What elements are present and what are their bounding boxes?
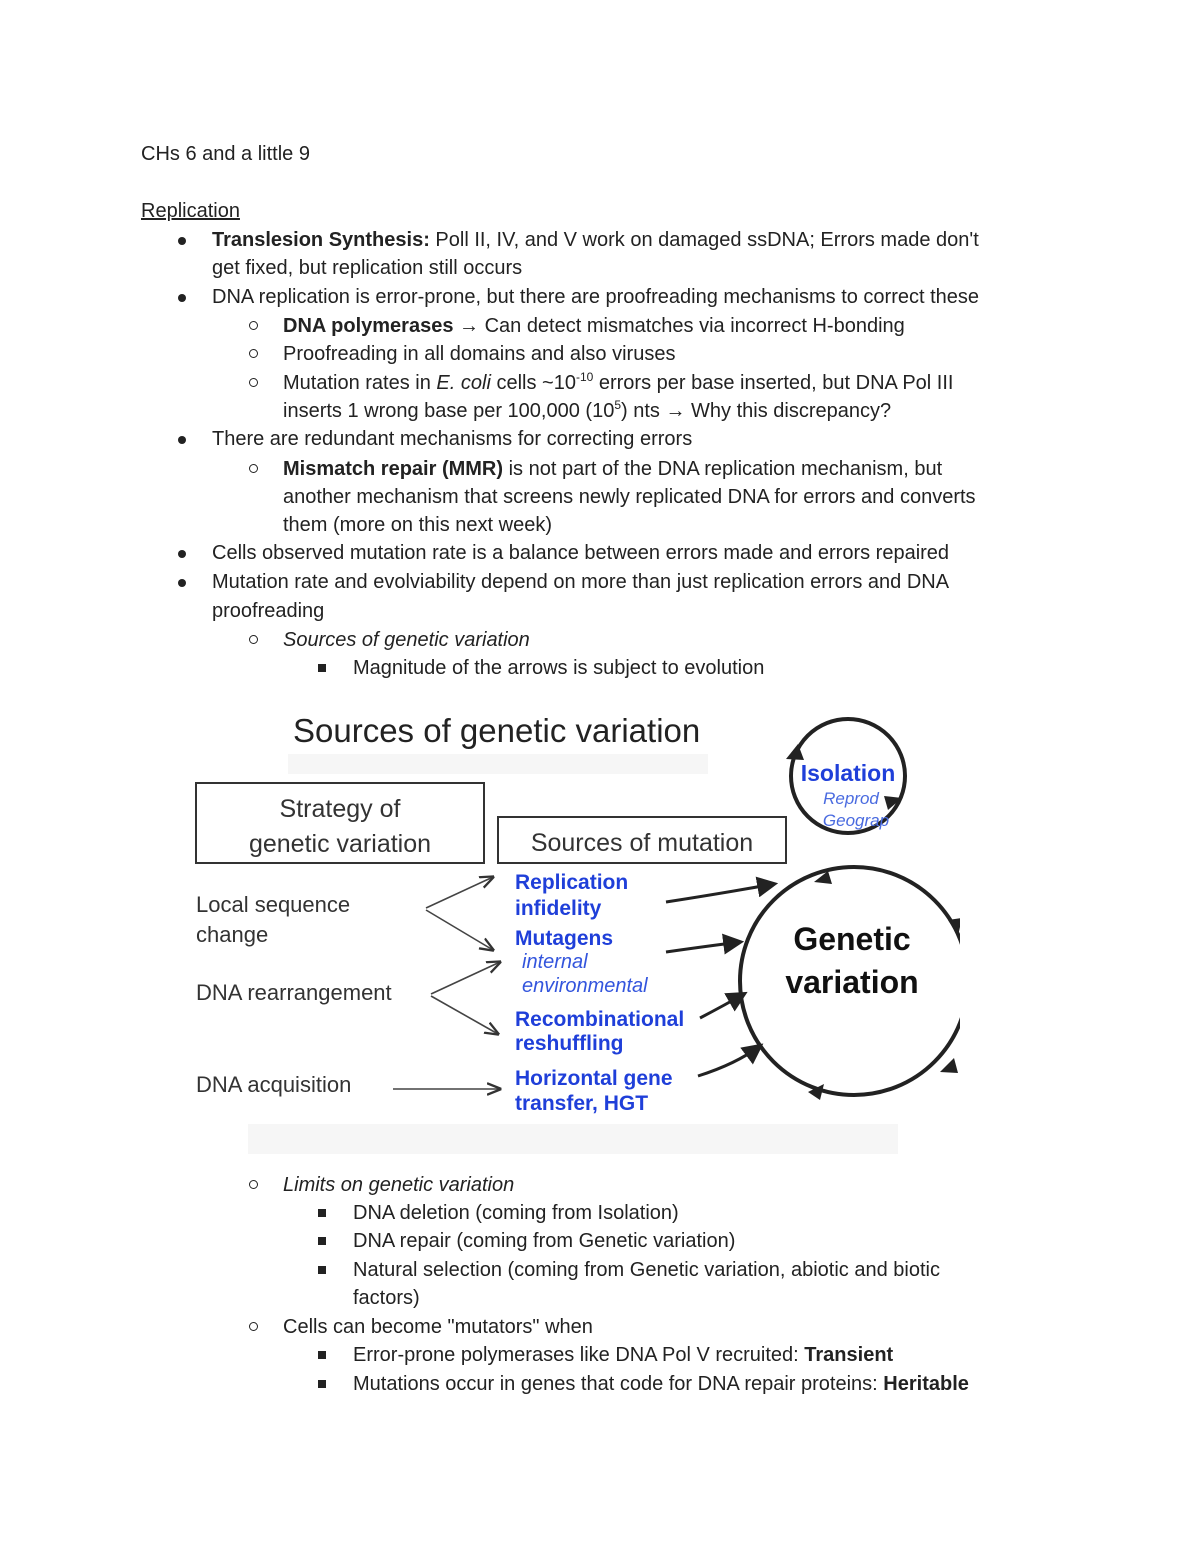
bullet-evolvability: Mutation rate and evolviability depend on more than just replication errors and DNA xyxy=(212,571,950,593)
bullet-translesion-cont: get fixed, but replication still occurs xyxy=(212,257,523,279)
sub-bullet-circle xyxy=(249,1322,258,1331)
exponent: -10 xyxy=(575,370,594,384)
sub-mismatch-repair-cont: them (more on this next week) xyxy=(283,514,552,536)
sub-sub-transient xyxy=(353,1341,893,1370)
sub-bullet-circle xyxy=(249,349,258,358)
text-span: Error-prone polymerases like DNA Pol V recruited: xyxy=(353,1344,805,1366)
text-span: is not part of the DNA replication mechanism, but xyxy=(503,458,943,480)
sub-sub-selection-cont: factors) xyxy=(353,1287,420,1309)
sub-sub-repair: DNA repair (coming from Genetic variation) xyxy=(353,1230,736,1252)
strategy-box-line1: Strategy of xyxy=(279,795,401,823)
source-internal: internal xyxy=(522,951,588,973)
label-local-change: change xyxy=(196,922,269,947)
sub-sub-heritable xyxy=(353,1370,969,1399)
source-environmental: environmental xyxy=(522,975,648,997)
sub-sub-bullet-square xyxy=(318,1209,326,1217)
label-dna-rearrangement: DNA rearrangement xyxy=(196,980,392,1005)
isolation-geograp: Geograp xyxy=(822,811,890,830)
source-replication: Replication xyxy=(515,871,629,894)
text-span: cells ~10 xyxy=(490,372,576,394)
circle-arrowhead xyxy=(948,918,960,936)
branch-arrows xyxy=(393,877,500,1089)
source-recombinational: Recombinational xyxy=(515,1008,685,1031)
bullet-error-prone: DNA replication is error-prone, but there are proofreading mechanisms to correct these xyxy=(212,286,980,308)
arrow-rearr-to-recomb xyxy=(431,996,498,1034)
bullet-dot xyxy=(178,294,186,302)
sub-sub-magnitude: Magnitude of the arrows is subject to evolution xyxy=(353,657,765,679)
sub-bullet-circle xyxy=(249,464,258,473)
figure-title: Sources of genetic variation xyxy=(293,712,701,749)
sub-bullet-circle xyxy=(249,1180,258,1189)
bullet-dot xyxy=(178,237,186,245)
bullet-translesion xyxy=(212,226,979,255)
bullet-balance: Cells observed mutation rate is a balance between errors made and errors repaired xyxy=(212,542,950,564)
sub-sub-selection: Natural selection (coming from Genetic variation, abiotic and biotic xyxy=(353,1259,940,1281)
text-span: errors per base inserted, but DNA Pol III xyxy=(593,372,954,394)
text-span: ) nts → Why this discrepancy? xyxy=(621,400,892,422)
arrow-hgt-in xyxy=(698,1046,760,1076)
genetic-variation-figure xyxy=(188,684,960,1164)
sub-sub-bullet-square xyxy=(318,1380,326,1388)
sub-sub-deletion: DNA deletion (coming from Isolation) xyxy=(353,1202,679,1224)
label-local-sequence: Local sequence xyxy=(196,892,351,917)
bullet-evolvability-cont: proofreading xyxy=(212,600,325,622)
sub-dna-polymerases xyxy=(283,312,905,341)
sub-sub-bullet-square xyxy=(318,1237,326,1245)
isolation-title: Isolation xyxy=(800,760,896,786)
text-span: Poll II, IV, and V work on damaged ssDNA; Errors made don't xyxy=(429,229,979,251)
bold-term: Heritable xyxy=(883,1373,969,1395)
genetic-label: Genetic xyxy=(793,921,911,957)
mutation-box-label: Sources of mutation xyxy=(530,829,754,857)
source-reshuffling: reshuffling xyxy=(515,1032,624,1055)
sub-sub-bullet-square xyxy=(318,1266,326,1274)
arrow-mutagens-in xyxy=(666,942,740,952)
arrow-recomb-in xyxy=(700,994,744,1018)
bold-term: DNA polymerases xyxy=(283,315,454,337)
sub-mutators: Cells can become "mutators" when xyxy=(283,1316,593,1338)
source-horizontal-gene: Horizontal gene xyxy=(515,1067,673,1090)
sub-mutation-rates-cont xyxy=(283,397,891,426)
mutagen-subtypes xyxy=(522,951,648,997)
arrow-local-to-mutagens xyxy=(426,910,493,950)
sub-bullet-circle xyxy=(249,321,258,330)
bold-term: Mismatch repair (MMR) xyxy=(283,458,504,480)
text-span: inserts 1 wrong base per 100,000 (10 xyxy=(283,400,615,422)
figure-svg xyxy=(188,684,960,1164)
source-hgt: transfer, HGT xyxy=(515,1092,649,1115)
strategy-box-line2: genetic variation xyxy=(248,830,432,858)
sub-mismatch-repair xyxy=(283,455,942,484)
sub-sub-bullet-square xyxy=(318,664,326,672)
text-span: Mutations occur in genes that code for DNA repair proteins: xyxy=(353,1373,884,1395)
sub-sources: Sources of genetic variation xyxy=(283,629,530,651)
sub-bullet-circle xyxy=(249,635,258,644)
arrow-replication-in xyxy=(666,884,774,902)
source-infidelity: infidelity xyxy=(515,897,602,920)
sub-sub-bullet-square xyxy=(318,1351,326,1359)
sub-limits: Limits on genetic variation xyxy=(283,1174,515,1196)
bullet-dot xyxy=(178,436,186,444)
bullet-redundant: There are redundant mechanisms for correcting errors xyxy=(212,428,693,450)
arrow-rearr-to-mutagens xyxy=(431,962,500,994)
sub-mutation-rates xyxy=(283,369,953,398)
source-mutagens: Mutagens xyxy=(515,927,614,950)
isolation-reprod: Reprod xyxy=(823,789,879,808)
section-heading: Replication xyxy=(141,200,240,222)
bold-term: Translesion Synthesis: xyxy=(212,229,430,251)
sub-proofreading: Proofreading in all domains and also viruses xyxy=(283,343,676,365)
inflow-arrows xyxy=(666,884,774,1076)
exponent: 5 xyxy=(614,398,622,412)
bullet-dot xyxy=(178,550,186,558)
label-dna-acquisition: DNA acquisition xyxy=(196,1072,352,1097)
circle-arrowhead xyxy=(940,1058,958,1073)
sub-mismatch-repair-cont: another mechanism that screens newly replicated DNA for errors and converts xyxy=(283,486,976,508)
species-name: E. coli xyxy=(436,372,491,394)
variation-label: variation xyxy=(785,964,919,1000)
text-span: → Can detect mismatches via incorrect H-bonding xyxy=(453,315,905,337)
bold-term: Transient xyxy=(804,1344,894,1366)
bullet-dot xyxy=(178,579,186,587)
page-title: CHs 6 and a little 9 xyxy=(141,143,310,165)
arrow-local-to-replication xyxy=(426,877,493,908)
text-span: Mutation rates in xyxy=(283,372,437,394)
sub-bullet-circle xyxy=(249,378,258,387)
